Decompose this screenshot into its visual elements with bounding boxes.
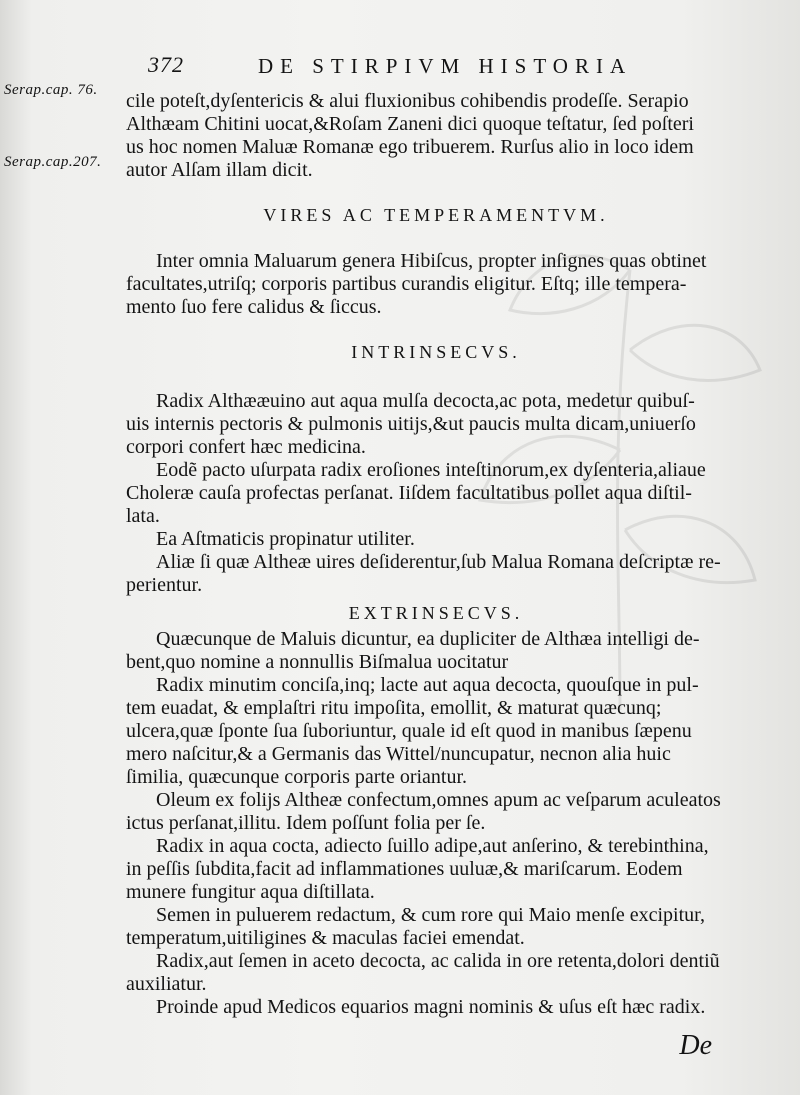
text-line: Proinde apud Medicos equarios magni nominis & uſus eſt hæc radix. [156,996,706,1018]
catchword: De [679,1030,712,1061]
text-line: us hoc nomen Maluæ Romanæ ego tribuerem. Rurſus alio in loco idem [126,136,694,158]
text-line: Semen in puluerem redactum, & cum rore qui Maio menſe excipitur, [156,904,706,926]
section-heading-intrinsecus: INTRINSECVS. [351,342,521,362]
text-line: ſimilia, quæcunque corporis parte oriantur. [126,766,468,788]
text-line: mento ſuo fere calidus & ſiccus. [126,296,382,318]
text-line: facultates,utriſq; corporis partibus curandis eligitur. Eſtq; ille tempera- [126,273,687,295]
text-line: Inter omnia Maluarum genera Hibiſcus, propter inſignes quas obtinet [156,250,707,272]
text-line: temperatum,uitiligines & maculas faciei emendat. [126,927,525,949]
text-line: perientur. [126,574,203,596]
text-line: cile poteſt,dyſentericis & alui fluxionibus cohibendis prodeſſe. Serapio [126,90,689,112]
section-heading-vires: VIRES AC TEMPERAMENTVM. [263,205,609,225]
text-line: autor Alſam illam dicit. [126,159,313,181]
text-line: Radix in aqua cocta, adiecto ſuillo adipe,aut anſerino, & terebinthina, [156,835,709,857]
text-line: Radix,aut ſemen in aceto decocta, ac calida in ore retenta,dolori dentiũ [156,950,720,972]
text-line: corpori confert hæc medicina. [126,436,366,458]
vires-paragraph [126,250,746,319]
text-line: Althæam Chitini uocat,&Roſam Zaneni dici quoque teſtatur, ſed poſteri [126,113,694,135]
margin-note-serap-76: Serap.cap. 76. [4,82,98,98]
text-line: mero naſcitur,& a Germanis das Wittel/nuncupatur, necnon alia huic [126,743,671,765]
intrinsecus-paragraphs [126,390,746,597]
text-line: bent,quo nomine a nonnullis Biſmalua uocitatur [126,651,509,673]
text-line: Oleum ex folijs Altheæ confectum,omnes apum ac veſparum aculeatos [156,789,721,811]
text-line: in peſſis ſubdita,facit ad inflammationes uuluæ,& mariſcarum. Eodem [126,858,683,880]
text-line: munere fungitur aqua diſtillata. [126,881,375,903]
text-line: ictus perſanat,illitu. Idem poſſunt folia per ſe. [126,812,486,834]
text-line: Aliæ ſi quæ Altheæ uires deſiderentur,ſub Malua Romana deſcriptæ re- [156,551,721,573]
text-line: auxiliatur. [126,973,207,995]
page-number: 372 [148,52,184,77]
text-line: uis internis pectoris & pulmonis uitijs,&ut paucis multa dicam,uniuerſo [126,413,696,435]
text-line: Ea Aſtmaticis propinatur utiliter. [156,528,415,550]
text-line: tem euadat, & emplaſtri ritu impoſita, emollit, & maturat quæcunq; [126,697,662,719]
text-line: Choleræ cauſa profectas perſanat. Iiſdem facultatibus pollet aqua diſtil- [126,482,692,504]
intro-paragraph [126,90,746,182]
text-line: Radix minutim conciſa,inq; lacte aut aqua decocta, quouſque in pul- [156,674,699,696]
margin-note-serap-207: Serap.cap.207. [4,154,102,170]
text-line: lata. [126,505,160,527]
section-heading-extrinsecus: EXTRINSECVS. [348,603,524,623]
text-line: Quæcunque de Maluis dicuntur, ea dupliciter de Althæa intelligi de- [156,628,700,650]
text-line: ulcera,quæ ſponte ſua ſuboriuntur, quale id eſt quod in manibus ſæpenu [126,720,692,742]
extrinsecus-paragraphs [126,628,746,1019]
text-line: Eodẽ pacto uſurpata radix eroſiones inteſtinorum,ex dyſenteria,aliaue [156,459,706,481]
running-head: DE STIRPIVM HISTORIA [258,54,633,78]
text-line: Radix Althææuino aut aqua mulſa decocta,ac pota, medetur quibuſ- [156,390,695,412]
